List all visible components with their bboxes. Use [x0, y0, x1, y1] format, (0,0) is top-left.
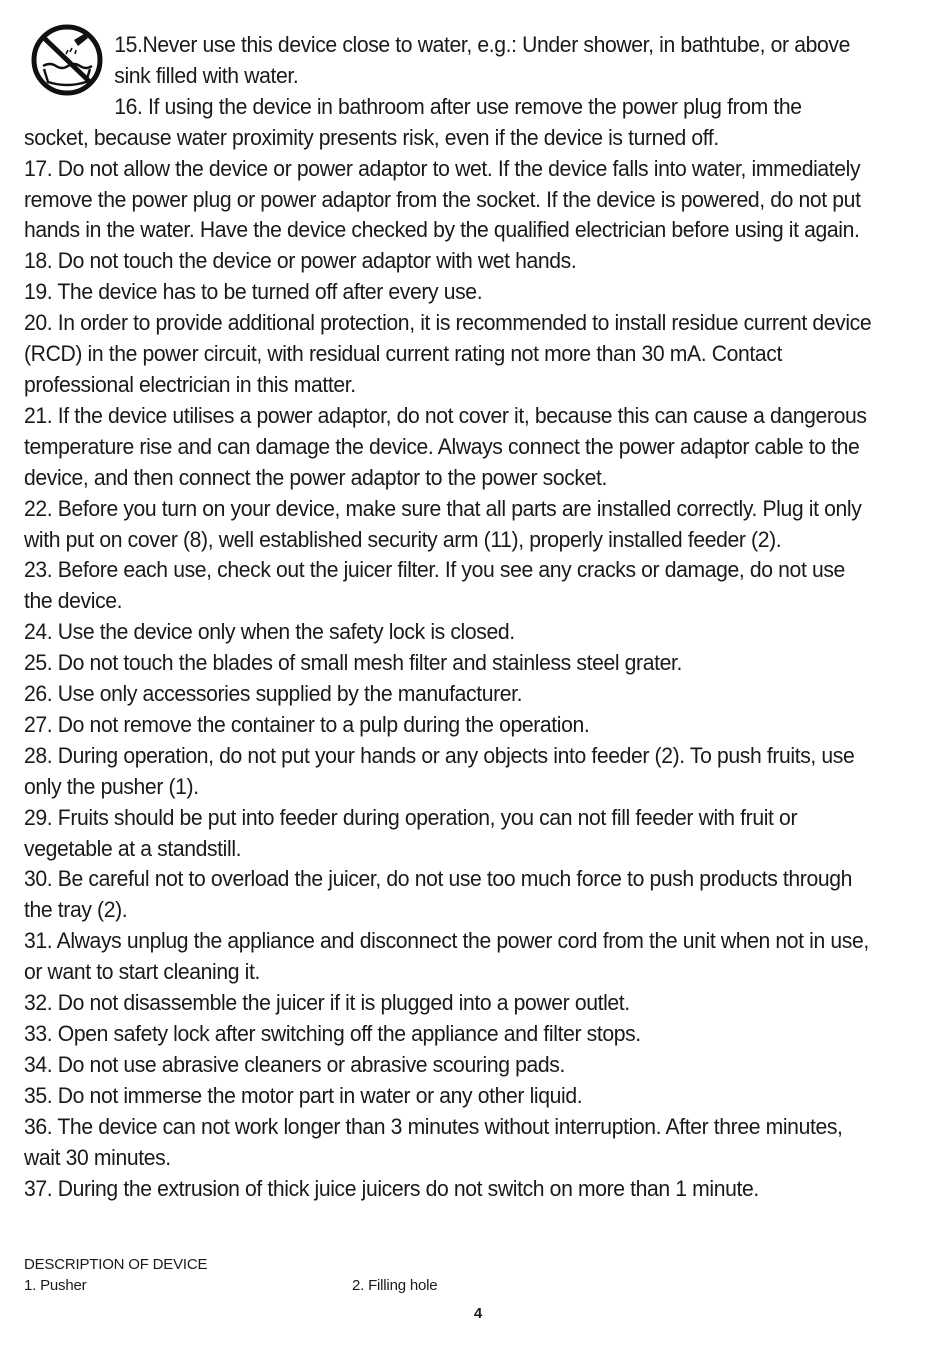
- instruction-22: 22. Before you turn on your device, make sure that all parts are installed correctly. Plug it only with put on cover (8), well established security arm (11), properly installed feeder (2).: [24, 495, 862, 552]
- instruction-18: 18. Do not touch the device or power adaptor with wet hands.: [24, 248, 577, 274]
- instruction-33: 33. Open safety lock after switching off the appliance and filter stops.: [24, 1021, 641, 1046]
- description-parts: [24, 1277, 930, 1294]
- instruction-36: 36. The device can not work longer than 3 minutes without interruption. After three minutes, wait 30 minutes.: [24, 1113, 843, 1170]
- instruction-27: 27. Do not remove the container to a pulp during the operation.: [24, 711, 590, 737]
- instruction-26: 26. Use only accessories supplied by the manufacturer.: [24, 681, 523, 707]
- instruction-28: 28. During operation, do not put your hands or any objects into feeder (2). To push fruits, use only the pusher (1).: [24, 742, 855, 799]
- instruction-16-rest: socket, because water proximity presents risk, even if the device is turned off.: [24, 124, 719, 150]
- instruction-20: 20. In order to provide additional protection, it is recommended to install residue current device (RCD) in the power circuit, with residual current rating not more than 30 mA. Contact professional electrician in this matter.: [24, 310, 872, 397]
- instruction-19: 19. The device has to be turned off after every use.: [24, 279, 483, 305]
- instruction-16-line1: 16. If using the device in bathroom after use remove the power plug from the: [114, 93, 802, 119]
- instruction-15-line2: sink filled with water.: [114, 62, 299, 88]
- instruction-30: 30. Be careful not to overload the juicer, do not use too much force to push products through the tray (2).: [24, 866, 853, 923]
- instruction-23: 23. Before each use, check out the juicer filter. If you see any cracks or damage, do not use the device.: [24, 557, 845, 614]
- safety-instructions: [24, 30, 876, 1204]
- instruction-17: 17. Do not allow the device or power adaptor to wet. If the device falls into water, immediately remove the power plug or power adaptor from the socket. If the device is powered, do not put hands in the water. Have the device checked by the qualified electrician before using it again.: [24, 155, 861, 243]
- part-2-label: 2. Filling hole: [352, 1277, 438, 1294]
- instruction-34: 34. Do not use abrasive cleaners or abrasive scouring pads.: [24, 1051, 565, 1077]
- instruction-25: 25. Do not touch the blades of small mesh filter and stainless steel grater.: [24, 650, 682, 676]
- instruction-37: 37. During the extrusion of thick juice juicers do not switch on more than 1 minute.: [24, 1175, 759, 1201]
- instruction-24: 24. Use the device only when the safety lock is closed.: [24, 619, 515, 645]
- part-1-label: 1. Pusher: [24, 1277, 87, 1294]
- instruction-35: 35. Do not immerse the motor part in water or any other liquid.: [24, 1082, 583, 1108]
- instruction-31: 31. Always unplug the appliance and disconnect the power cord from the unit when not in use, or want to start cleaning it.: [24, 928, 869, 985]
- instruction-21: 21. If the device utilises a power adaptor, do not cover it, because this can cause a dangerous temperature rise and can damage the device. Always connect the power adaptor cable to the device, and then connect the power adaptor to the power socket.: [24, 402, 867, 490]
- page-number: 4: [473, 1305, 483, 1322]
- instruction-29: 29. Fruits should be put into feeder during operation, you can not fill feeder with fruit or vegetable at a standstill.: [24, 804, 798, 861]
- instruction-15-line1: 15.Never use this device close to water, e.g.: Under shower, in bathtube, or above: [114, 32, 850, 57]
- instruction-32: 32. Do not disassemble the juicer if it is plugged into a power outlet.: [24, 990, 630, 1016]
- description-heading: DESCRIPTION OF DEVICE: [24, 1256, 208, 1273]
